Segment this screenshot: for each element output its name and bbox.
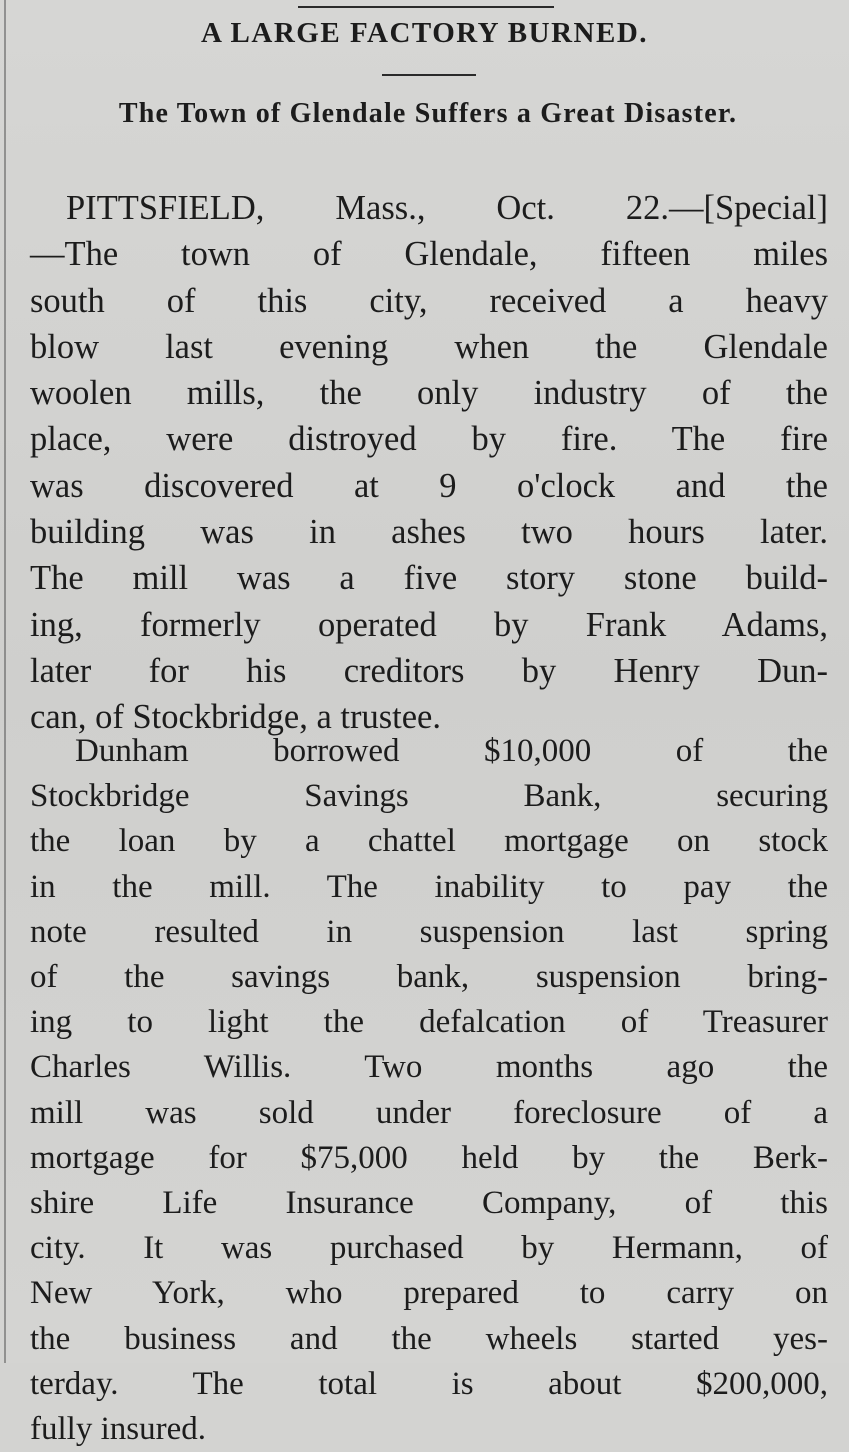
text-line: mill was sold under foreclosure of a — [30, 1094, 828, 1131]
text-line: woolen mills, the only industry of the — [30, 374, 828, 413]
headline: A LARGE FACTORY BURNED. — [200, 17, 649, 49]
text-line: ing to light the defalcation of Treasurer — [30, 1004, 828, 1041]
text-line: building was in ashes two hours later. — [30, 513, 828, 552]
text-line: city. It was purchased by Hermann, of — [30, 1230, 828, 1267]
text-line: can, of Stockbridge, a trustee. — [30, 698, 441, 737]
text-line: —The town of Glendale, fifteen miles — [30, 235, 828, 274]
subheadline: The Town of Glendale Suffers a Great Disaster. — [118, 98, 738, 129]
text-line: PITTSFIELD, Mass., Oct. 22.—[Special] — [66, 189, 828, 227]
text-line: later for his creditors by Henry Dun- — [30, 651, 828, 690]
text-line: Stockbridge Savings Bank, securing — [30, 778, 828, 815]
text-line: New York, who prepared to carry on — [30, 1275, 828, 1312]
text-line: blow last evening when the Glendale — [30, 327, 828, 366]
text-line: was discovered at 9 o'clock and the — [30, 466, 828, 505]
text-line: mortgage for $75,000 held by the Berk- — [30, 1139, 828, 1176]
article-paragraph-2 — [30, 729, 828, 1452]
text-line: terday. The total is about $200,000, — [30, 1365, 828, 1402]
text-line: of the savings bank, suspension bring- — [30, 959, 828, 996]
text-line: place, were distroyed by fire. The fire — [30, 420, 828, 459]
text-line: in the mill. The inability to pay the — [30, 868, 828, 905]
column-rule-left — [4, 0, 6, 1363]
text-line: note resulted in suspension last spring — [30, 913, 828, 950]
text-line: south of this city, received a heavy — [30, 281, 828, 320]
text-line: the business and the wheels started yes- — [30, 1320, 828, 1357]
article-paragraph-1 — [30, 185, 828, 741]
text-line: the loan by a chattel mortgage on stock — [30, 823, 828, 860]
text-line: Dunham borrowed $10,000 of the — [75, 733, 828, 769]
text-line: Charles Willis. Two months ago the — [30, 1049, 828, 1086]
text-line: shire Life Insurance Company, of this — [30, 1185, 828, 1222]
text-line: The mill was a five story stone build- — [30, 559, 828, 598]
text-line: fully insured. — [30, 1411, 206, 1448]
text-line: ing, formerly operated by Frank Adams, — [30, 605, 828, 644]
rule-under-headline — [382, 74, 476, 76]
rule-top — [298, 6, 554, 8]
